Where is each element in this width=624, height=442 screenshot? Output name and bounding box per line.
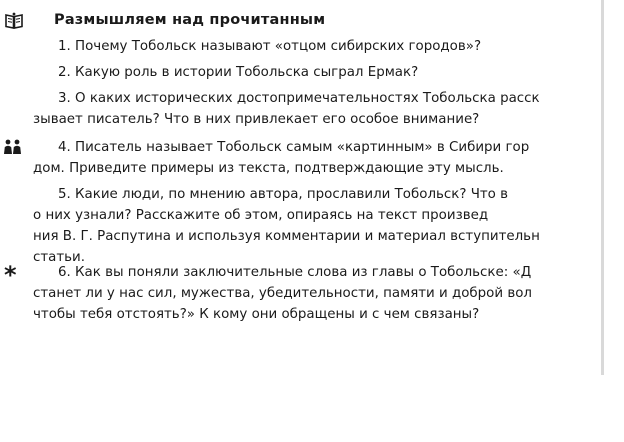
question-2-line-1: 2. Какую роль в истории Тобольска сыграл Ермак? <box>58 65 419 80</box>
page-edge-border <box>601 0 604 375</box>
question-4 <box>0 137 624 179</box>
question-3-line-2: зывает писатель? Что в них привлекает его особое внимание? <box>33 112 480 127</box>
section-heading: Размышляем над прочитанным <box>54 12 326 28</box>
question-6-line-3: чтобы тебя отстоять?» К кому они обращены и с чем связаны? <box>33 307 480 322</box>
question-5-line-1: 5. Какие люди, по мнению автора, прославили Тобольск? Что в <box>58 187 509 202</box>
question-2 <box>0 62 624 83</box>
question-5 <box>0 184 624 268</box>
question-4-line-1: 4. Писатель называет Тобольск самым «картинным» в Сибири гор <box>58 140 530 155</box>
question-5-line-4: статьи. <box>33 250 86 265</box>
question-1 <box>0 36 624 57</box>
question-5-line-2: о них узнали? Расскажите об этом, опираясь на текст произвед <box>33 208 489 223</box>
question-5-line-3: ния В. Г. Распутина и используя комментарии и материал вступительн <box>33 229 540 244</box>
star-icon: * <box>4 261 17 289</box>
question-6-line-2: станет ли у нас сил, мужества, убедительности, памяти и доброй вол <box>33 286 532 301</box>
question-4-line-2: дом. Приведите примеры из текста, подтверждающие эту мысль. <box>33 161 504 176</box>
question-6 <box>0 262 624 325</box>
question-3-line-1: 3. О каких исторических достопримечательностях Тобольска расск <box>58 91 540 106</box>
question-6-line-1: 6. Как вы поняли заключительные слова из главы о Тобольске: «Д <box>58 265 532 280</box>
question-1-line-1: 1. Почему Тобольск называют «отцом сибирских городов»? <box>58 39 482 54</box>
open-book-icon <box>4 12 24 30</box>
question-3 <box>0 88 624 130</box>
